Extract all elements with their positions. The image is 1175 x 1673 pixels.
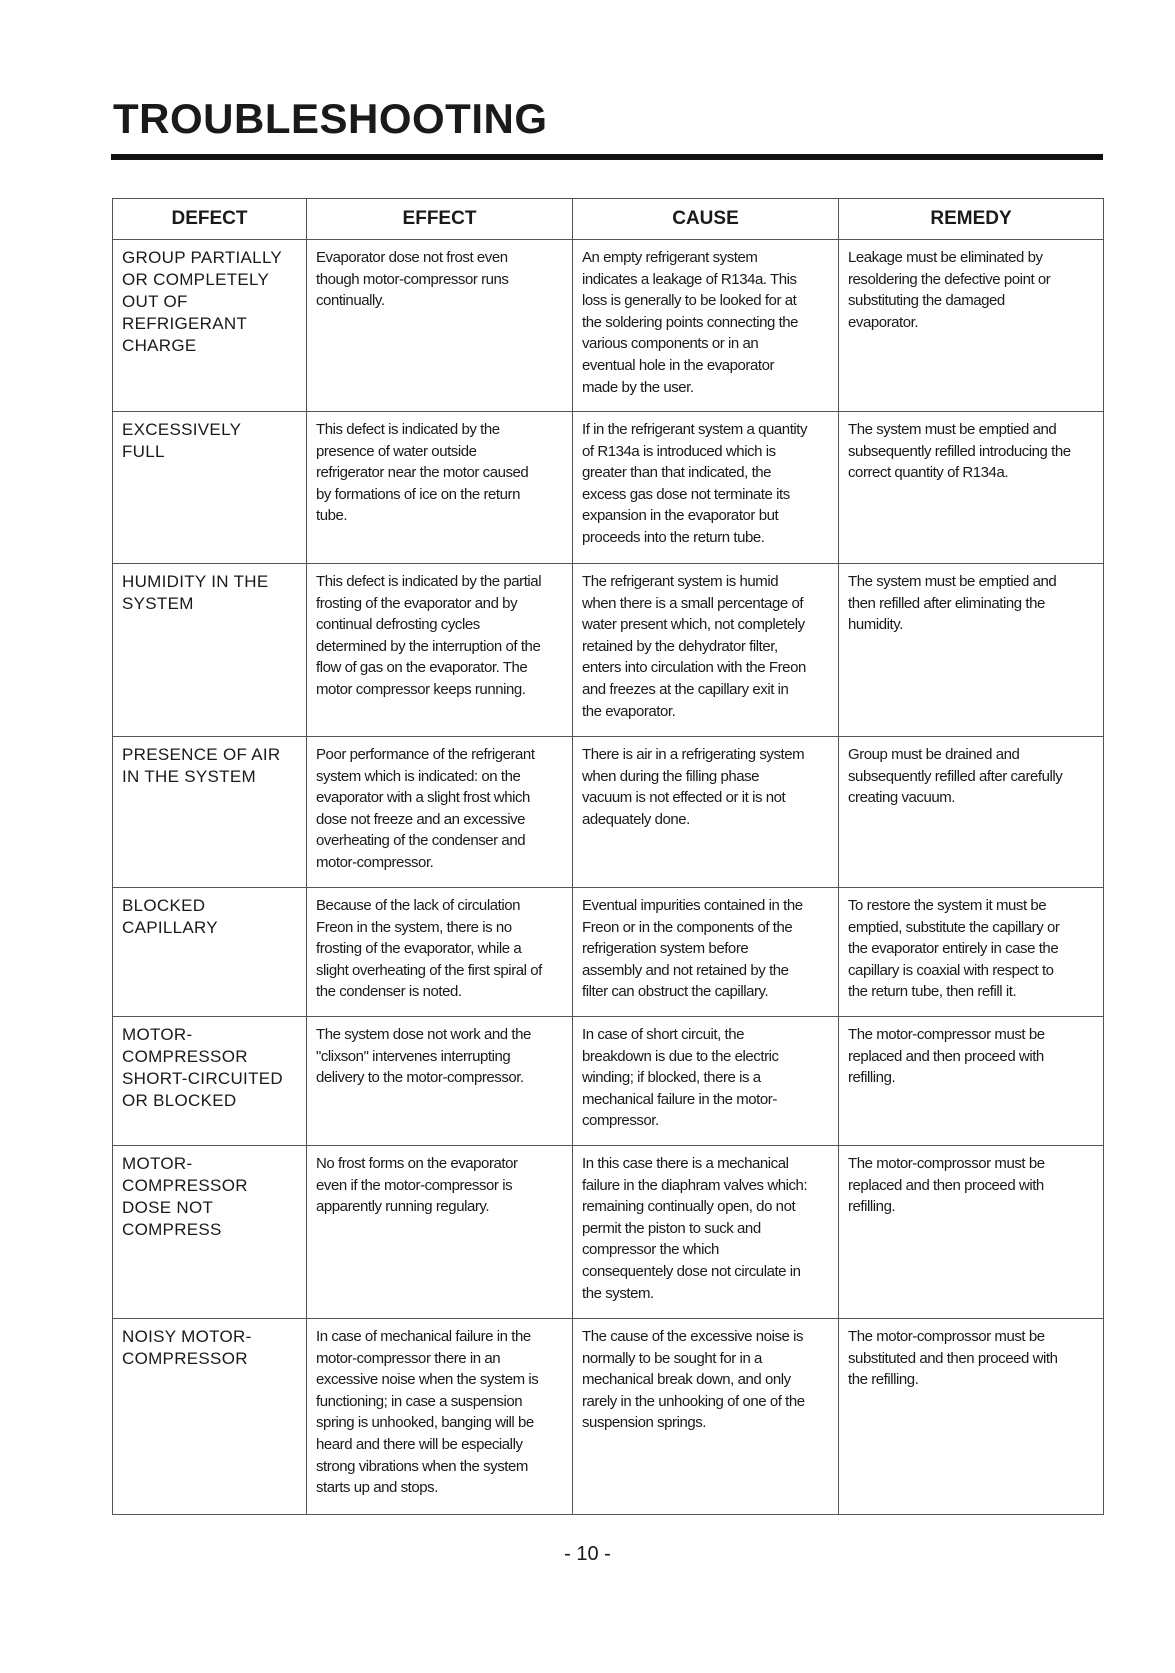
page-number: - 10 - — [564, 1543, 611, 1565]
cause-cell: There is air in a refrigerating system when during the filling phase vacuum is not effected or it is not adequately done. — [573, 737, 839, 888]
table-row — [113, 412, 1104, 564]
cause-cell: The cause of the excessive noise is normally to be sought for in a mechanical break down, and only rarely in the unhooking of one of the suspension springs. — [573, 1319, 839, 1515]
header-cause: CAUSE — [573, 199, 839, 240]
header-effect: EFFECT — [307, 199, 573, 240]
effect-cell: Poor performance of the refrigerant system which is indicated: on the evaporator with a slight frost which dose not freeze and an excessive overheating of the condenser and motor-compressor. — [307, 737, 573, 888]
effect-cell: Evaporator dose not frost even though motor-compressor runs continually. — [307, 240, 573, 412]
table-row — [113, 888, 1104, 1017]
remedy-cell: The system must be emptied and subsequently refilled introducing the correct quantity of R134a. — [839, 412, 1104, 564]
effect-cell: No frost forms on the evaporator even if the motor-compressor is apparently running regulary. — [307, 1146, 573, 1319]
defect-cell: MOTOR- COMPRESSOR DOSE NOT COMPRESS — [113, 1146, 307, 1319]
header-remedy: REMEDY — [839, 199, 1104, 240]
table-row — [113, 1017, 1104, 1146]
effect-cell: This defect is indicated by the partial frosting of the evaporator and by continual defrosting cycles determined by the interruption of the flow of gas on the evaporator. The motor compressor keeps running. — [307, 564, 573, 737]
remedy-cell: To restore the system it must be emptied, substitute the capillary or the evaporator entirely in case the capillary is coaxial with respect to the return tube, then refill it. — [839, 888, 1104, 1017]
effect-cell: Because of the lack of circulation Freon in the system, there is no frosting of the evaporator, while a slight overheating of the first spiral of the condenser is noted. — [307, 888, 573, 1017]
table-row — [113, 1146, 1104, 1319]
remedy-cell: The system must be emptied and then refilled after eliminating the humidity. — [839, 564, 1104, 737]
remedy-cell: The motor-comprossor must be replaced and then proceed with refilling. — [839, 1146, 1104, 1319]
defect-cell: NOISY MOTOR- COMPRESSOR — [113, 1319, 307, 1515]
defect-cell: EXCESSIVELY FULL — [113, 412, 307, 564]
effect-cell: This defect is indicated by the presence of water outside refrigerator near the motor caused by formations of ice on the return tube. — [307, 412, 573, 564]
cause-cell: In case of short circuit, the breakdown is due to the electric winding; if blocked, there is a mechanical failure in the motor- compressor. — [573, 1017, 839, 1146]
cause-cell: If in the refrigerant system a quantity of R134a is introduced which is greater than that indicated, the excess gas dose not terminate its expansion in the evaporator but proceeds into the return tube. — [573, 412, 839, 564]
defect-cell: BLOCKED CAPILLARY — [113, 888, 307, 1017]
table-row — [113, 564, 1104, 737]
cause-cell: The refrigerant system is humid when there is a small percentage of water present which, not completely retained by the dehydrator filter, enters into circulation with the Freon and freezes at the capillary exit in the evaporator. — [573, 564, 839, 737]
table-row — [113, 737, 1104, 888]
troubleshooting-table — [112, 198, 1104, 1515]
cause-cell: An empty refrigerant system indicates a leakage of R134a. This loss is generally to be looked for at the soldering points connecting the various components or in an eventual hole in the evaporator made by the user. — [573, 240, 839, 412]
header-defect: DEFECT — [113, 199, 307, 240]
remedy-cell: Group must be drained and subsequently refilled after carefully creating vacuum. — [839, 737, 1104, 888]
defect-cell: GROUP PARTIALLY OR COMPLETELY OUT OF REFRIGERANT CHARGE — [113, 240, 307, 412]
defect-cell: MOTOR- COMPRESSOR SHORT-CIRCUITED OR BLOCKED — [113, 1017, 307, 1146]
remedy-cell: The motor-compressor must be replaced and then proceed with refilling. — [839, 1017, 1104, 1146]
remedy-cell: The motor-comprossor must be substituted and then proceed with the refilling. — [839, 1319, 1104, 1515]
table-header-row — [113, 199, 1104, 240]
table-row — [113, 1319, 1104, 1515]
effect-cell: In case of mechanical failure in the motor-compressor there in an excessive noise when the system is functioning; in case a suspension spring is unhooked, banging will be heard and there will be especially strong vibrations when the system starts up and stops. — [307, 1319, 573, 1515]
defect-cell: HUMIDITY IN THE SYSTEM — [113, 564, 307, 737]
cause-cell: In this case there is a mechanical failure in the diaphram valves which: remaining continually open, do not permit the piston to suck and compressor the which consequentely dose not circulate in the system. — [573, 1146, 839, 1319]
page-title: TROUBLESHOOTING — [113, 95, 548, 142]
remedy-cell: Leakage must be eliminated by resoldering the defective point or substituting the damaged evaporator. — [839, 240, 1104, 412]
defect-cell: PRESENCE OF AIR IN THE SYSTEM — [113, 737, 307, 888]
effect-cell: The system dose not work and the "clixson" intervenes interrupting delivery to the motor-compressor. — [307, 1017, 573, 1146]
title-rule — [111, 154, 1103, 160]
cause-cell: Eventual impurities contained in the Freon or in the components of the refrigeration system before assembly and not retained by the filter can obstruct the capillary. — [573, 888, 839, 1017]
table-row — [113, 240, 1104, 412]
